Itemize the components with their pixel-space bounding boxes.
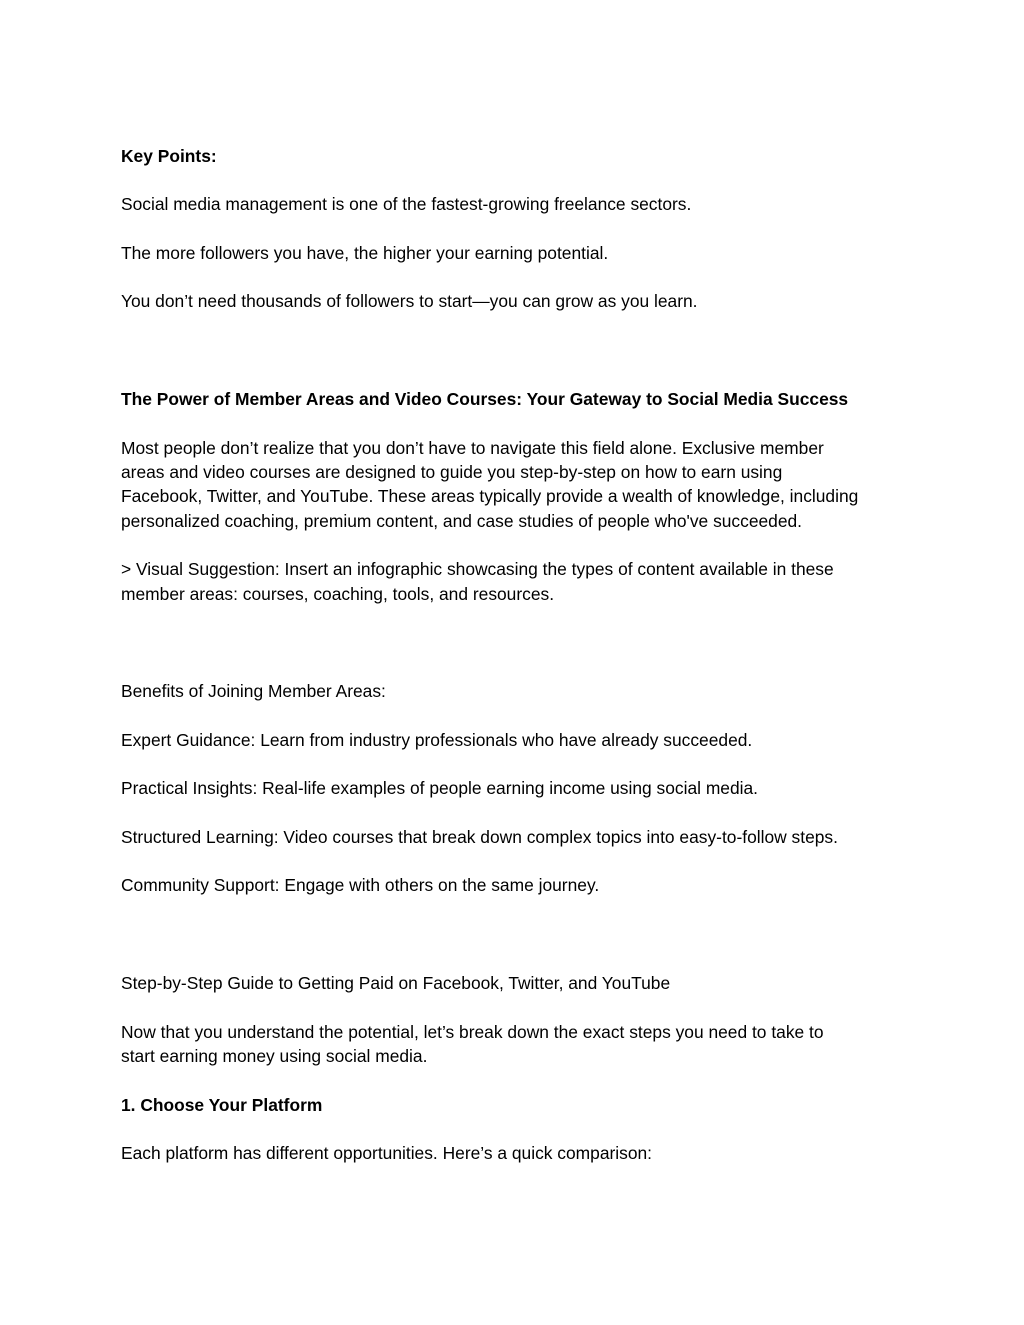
power-paragraph-line-4: personalized coaching, premium content, and case studies of people who've succeeded.: [121, 511, 803, 531]
step-1-heading: 1. Choose Your Platform: [121, 1095, 323, 1115]
step-1-text: Each platform has different opportunities. Here’s a quick comparison:: [121, 1143, 653, 1163]
benefits-heading: Benefits of Joining Member Areas:: [121, 681, 386, 701]
key-point-1: Social media management is one of the fastest-growing freelance sectors.: [121, 194, 692, 214]
benefit-item-4: Community Support: Engage with others on the same journey.: [121, 875, 600, 895]
visual-suggestion-line-2: member areas: courses, coaching, tools, and resources.: [121, 584, 555, 604]
power-paragraph-line-1: Most people don’t realize that you don’t have to navigate this field alone. Exclusive member: [121, 438, 824, 458]
benefit-item-1: Expert Guidance: Learn from industry professionals who have already succeeded.: [121, 730, 753, 750]
guide-heading: Step-by-Step Guide to Getting Paid on Facebook, Twitter, and YouTube: [121, 973, 671, 993]
guide-intro-line-1: Now that you understand the potential, let’s break down the exact steps you need to take to: [121, 1022, 824, 1042]
benefit-item-3: Structured Learning: Video courses that break down complex topics into easy-to-follow steps.: [121, 827, 838, 847]
guide-intro-line-2: start earning money using social media.: [121, 1046, 428, 1066]
benefit-item-2: Practical Insights: Real-life examples of people earning income using social media.: [121, 778, 759, 798]
power-paragraph-line-3: Facebook, Twitter, and YouTube. These areas typically provide a wealth of knowledge, including: [121, 486, 859, 506]
visual-suggestion-line-1: > Visual Suggestion: Insert an infographic showcasing the types of content available in these: [121, 559, 834, 579]
power-section-heading: The Power of Member Areas and Video Courses: Your Gateway to Social Media Success: [121, 389, 849, 409]
power-paragraph-line-2: areas and video courses are designed to guide you step-by-step on how to earn using: [121, 462, 783, 482]
key-point-3: You don’t need thousands of followers to start—you can grow as you learn.: [121, 291, 698, 311]
key-points-heading: Key Points:: [121, 146, 217, 166]
key-point-2: The more followers you have, the higher your earning potential.: [121, 243, 609, 263]
